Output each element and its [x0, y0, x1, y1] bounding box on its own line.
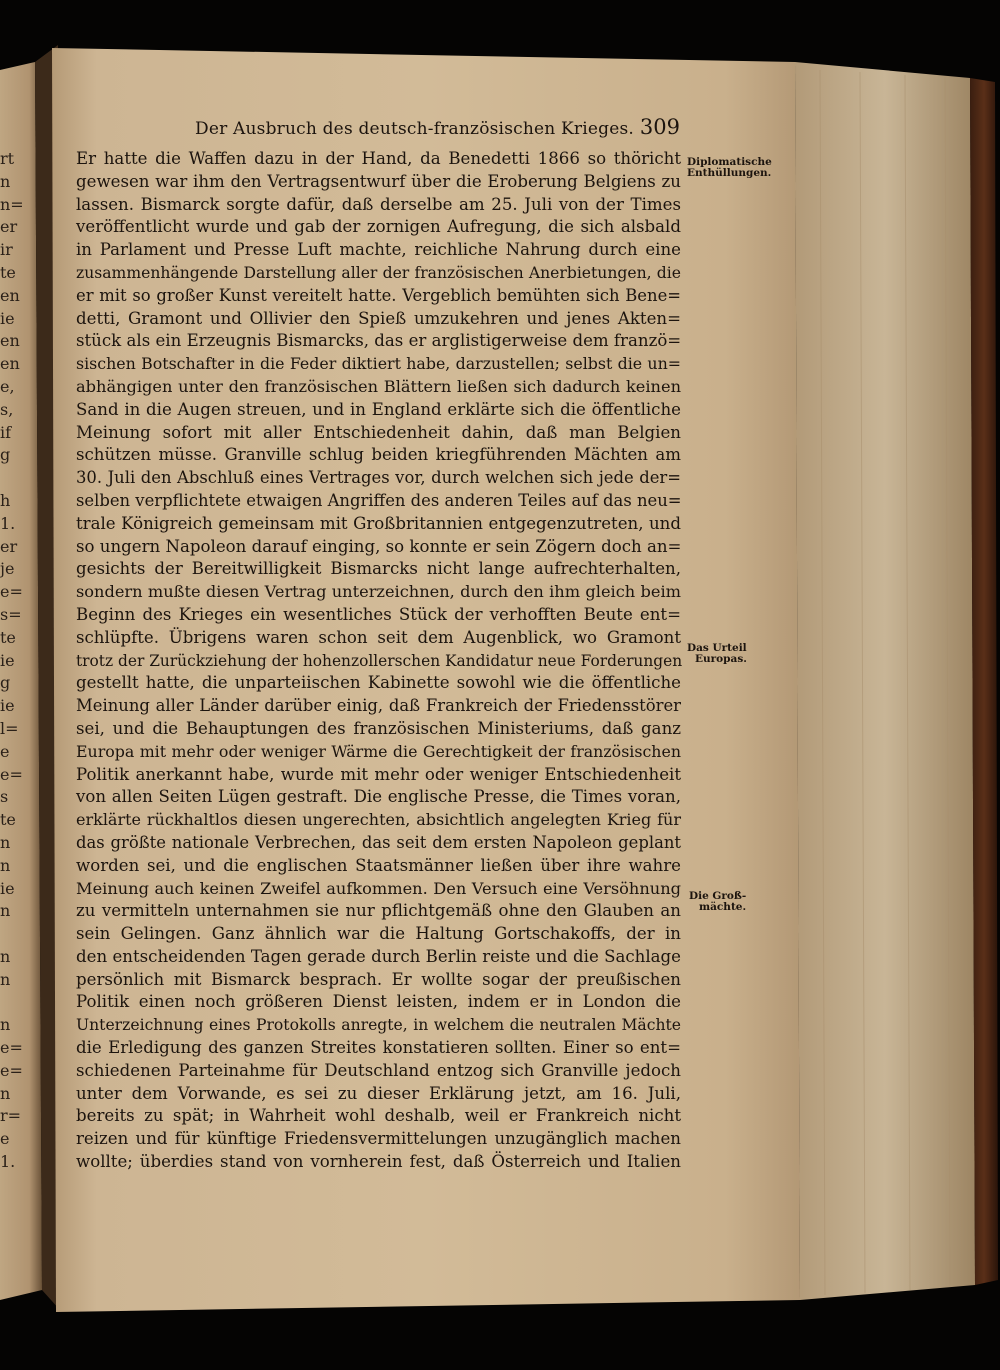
running-header: [195, 115, 685, 145]
left-fragment: e: [0, 741, 10, 761]
left-fragment: s,: [0, 399, 14, 419]
margin-note-diplomatic-revelations: [687, 157, 772, 179]
left-fragment: n: [0, 1015, 11, 1035]
left-fragment: te: [0, 262, 16, 282]
left-fragment: rt: [0, 149, 15, 168]
left-fragment: [0, 991, 14, 1014]
left-fragment: er: [0, 536, 18, 556]
left-fragment: n: [0, 946, 11, 966]
margin-note-europes-verdict: [687, 643, 747, 665]
text-line: in Parlament und Presse Luft machte, reichliche Nahrung durch eine: [76, 240, 681, 260]
left-fragment: g: [0, 673, 11, 693]
text-line: den entscheidenden Tagen gerade durch Berlin reiste und die Sachlage: [76, 946, 681, 966]
left-fragment: l=: [0, 718, 19, 738]
text-line: sei, und die Behauptungen des französischen Ministeriums, daß ganz: [76, 718, 681, 738]
text-line: zusammenhängende Darstellung aller der französischen Anerbietungen, die: [76, 263, 681, 282]
left-fragment: s: [0, 787, 9, 807]
margin-note-line: mächte.: [699, 901, 747, 913]
text-line: selben verpflichtete etwaigen Angriffen des anderen Teiles auf das neu=: [76, 490, 682, 510]
text-line: lassen. Bismarck sorgte dafür, daß derselbe am 25. Juli von der Times: [76, 194, 681, 214]
text-line: Unterzeichnung eines Protokolls anregte, in welchem die neutralen Mächte: [76, 1016, 681, 1035]
left-fragment: te: [0, 627, 16, 647]
text-line: persönlich mit Bismarck besprach. Er wollte sogar der preußischen: [76, 969, 681, 989]
left-fragment: e=: [0, 1060, 23, 1080]
text-line: gestellt hatte, die unparteiischen Kabinette sowohl wie die öffentliche: [76, 673, 681, 693]
left-fragment: ie: [0, 650, 15, 670]
left-fragment: r=: [0, 1106, 22, 1126]
text-line: die Erledigung des ganzen Streites konstatieren sollten. Einer so ent=: [76, 1038, 681, 1058]
left-fragment: [0, 923, 14, 946]
running-title: Der Ausbruch des deutsch-französischen Krieges.: [195, 119, 634, 139]
text-line: bereits zu spät; in Wahrheit wohl deshalb, weil er Frankreich nicht: [76, 1106, 681, 1126]
left-fragment: ir: [0, 240, 13, 260]
left-fragment: n: [0, 969, 11, 989]
left-fragment: er: [0, 217, 18, 237]
text-line: stück als ein Erzeugnis Bismarcks, das er arglistigerweise dem franzö=: [76, 331, 682, 351]
left-fragment: en: [0, 331, 20, 351]
text-line: gewesen war ihm den Vertragsentwurf über die Eroberung Belgiens zu: [76, 171, 681, 191]
left-fragment: ie: [0, 878, 15, 898]
text-line: trotz der Zurückziehung der hohenzollerschen Kandidatur neue Forderungen: [76, 651, 683, 670]
left-fragment: e: [0, 1129, 10, 1149]
left-fragment: h: [0, 490, 11, 510]
left-fragment: n: [0, 832, 11, 852]
left-fragment: n: [0, 855, 11, 875]
text-line: Beginn des Krieges ein wesentliches Stück der verhofften Beute ent=: [76, 604, 681, 624]
text-line: so ungern Napoleon darauf einging, so konnte er sein Zögern doch an=: [76, 536, 682, 556]
text-line: zu vermitteln unternahmen sie nur pflichtgemäß ohne den Glauben an: [76, 901, 681, 921]
left-fragment: n: [0, 1083, 11, 1103]
left-fragment: 1.: [0, 513, 16, 533]
text-line: sischen Botschafter in die Feder diktiert habe, darzustellen; selbst die un=: [76, 354, 681, 374]
text-line: trale Königreich gemeinsam mit Großbritannien entgegenzutreten, und: [76, 513, 681, 533]
left-fragment: 1.: [0, 1152, 16, 1172]
left-fragment: e,: [0, 376, 15, 396]
left-fragment: te: [0, 810, 16, 830]
text-line: schiedenen Parteinahme für Deutschland entzog sich Granville jedoch: [76, 1060, 681, 1080]
left-fragment: e=: [0, 582, 23, 602]
left-fragment: e=: [0, 764, 23, 784]
text-line: erklärte rückhaltlos diesen ungerechten, absichtlich angelegten Krieg für: [76, 810, 681, 830]
page-number: 309: [639, 115, 680, 139]
text-line: Er hatte die Waffen dazu in der Hand, da Benedetti 1866 so thöricht: [76, 149, 681, 168]
margin-note-line: Die Groß-: [689, 890, 747, 902]
left-fragment: en: [0, 285, 20, 305]
text-line: Politik anerkannt habe, wurde mit mehr oder weniger Entschiedenheit: [76, 764, 681, 784]
text-line: unter dem Vorwande, es sei zu dieser Erklärung jetzt, am 16. Juli,: [76, 1083, 681, 1103]
text-line: von allen Seiten Lügen gestraft. Die englische Presse, die Times voran,: [76, 787, 681, 807]
margin-note-line: Europas.: [695, 653, 747, 665]
left-fragment: en: [0, 354, 20, 374]
text-line: detti, Gramont und Ollivier den Spieß umzukehren und jenes Akten=: [76, 308, 681, 328]
text-line: das größte nationale Verbrechen, das seit dem ersten Napoleon geplant: [76, 832, 681, 852]
text-line: veröffentlicht wurde und gab der zornigen Aufregung, die sich alsbald: [76, 217, 681, 237]
left-fragment: ie: [0, 696, 15, 716]
left-fragment: s=: [0, 604, 22, 624]
left-fragment: n: [0, 901, 11, 921]
left-fragment: [0, 467, 14, 490]
text-line: Europa mit mehr oder weniger Wärme die Gerechtigkeit der französischen: [76, 741, 681, 761]
text-line: gesichts der Bereitwilligkeit Bismarcks nicht lange aufrechterhalten,: [76, 559, 681, 579]
text-line: wollte; überdies stand von vornherein fest, daß Österreich und Italien: [76, 1152, 681, 1172]
left-fragment: je: [0, 559, 15, 579]
text-line: schützen müsse. Granville schlug beiden kriegführenden Mächten am: [76, 445, 681, 465]
body-text: [76, 148, 681, 1174]
text-line: sein Gelingen. Ganz ähnlich war die Haltung Gortschakoffs, der in: [76, 924, 681, 944]
text-line: Meinung auch keinen Zweifel aufkommen. Den Versuch eine Versöhnung: [76, 878, 681, 898]
text-line: schlüpfte. Übrigens waren schon seit dem Augenblick, wo Gramont: [76, 627, 681, 647]
text-line: sondern mußte diesen Vertrag unterzeichnen, durch den ihm gleich beim: [76, 582, 681, 602]
text-line: abhängigen unter den französischen Blättern ließen sich dadurch keinen: [76, 376, 681, 396]
text-line: er mit so großer Kunst vereitelt hatte. Vergeblich bemühten sich Bene=: [76, 285, 681, 305]
text-line: worden sei, und die englischen Staatsmänner ließen über ihre wahre: [76, 855, 681, 875]
margin-note-line: Enthüllungen.: [687, 167, 772, 179]
margin-note-line: Das Urteil: [687, 642, 747, 654]
margin-note-great-powers: [689, 891, 746, 913]
text-line: Sand in die Augen streuen, und in England erklärte sich die öffentliche: [76, 399, 681, 419]
left-fragment: if: [0, 422, 12, 442]
left-fragment: n=: [0, 194, 24, 214]
left-fragment: n: [0, 171, 11, 191]
text-line: Meinung sofort mit aller Entschiedenheit dahin, daß man Belgien: [76, 422, 681, 442]
text-line: 30. Juli den Abschluß eines Vertrages vor, durch welchen sich jede der=: [76, 468, 681, 488]
left-fragment: e=: [0, 1038, 23, 1058]
left-page-line-fragments: [0, 148, 24, 1174]
text-line: reizen und für künftige Friedensvermittelungen unzugänglich machen: [76, 1129, 681, 1149]
left-fragment: g: [0, 445, 11, 465]
text-line: Politik einen noch größeren Dienst leisten, indem er in London die: [76, 992, 681, 1012]
left-fragment: ie: [0, 308, 15, 328]
margin-note-line: Diplomatische: [687, 156, 772, 168]
text-line: Meinung aller Länder darüber einig, daß Frankreich der Friedensstörer: [76, 696, 681, 716]
